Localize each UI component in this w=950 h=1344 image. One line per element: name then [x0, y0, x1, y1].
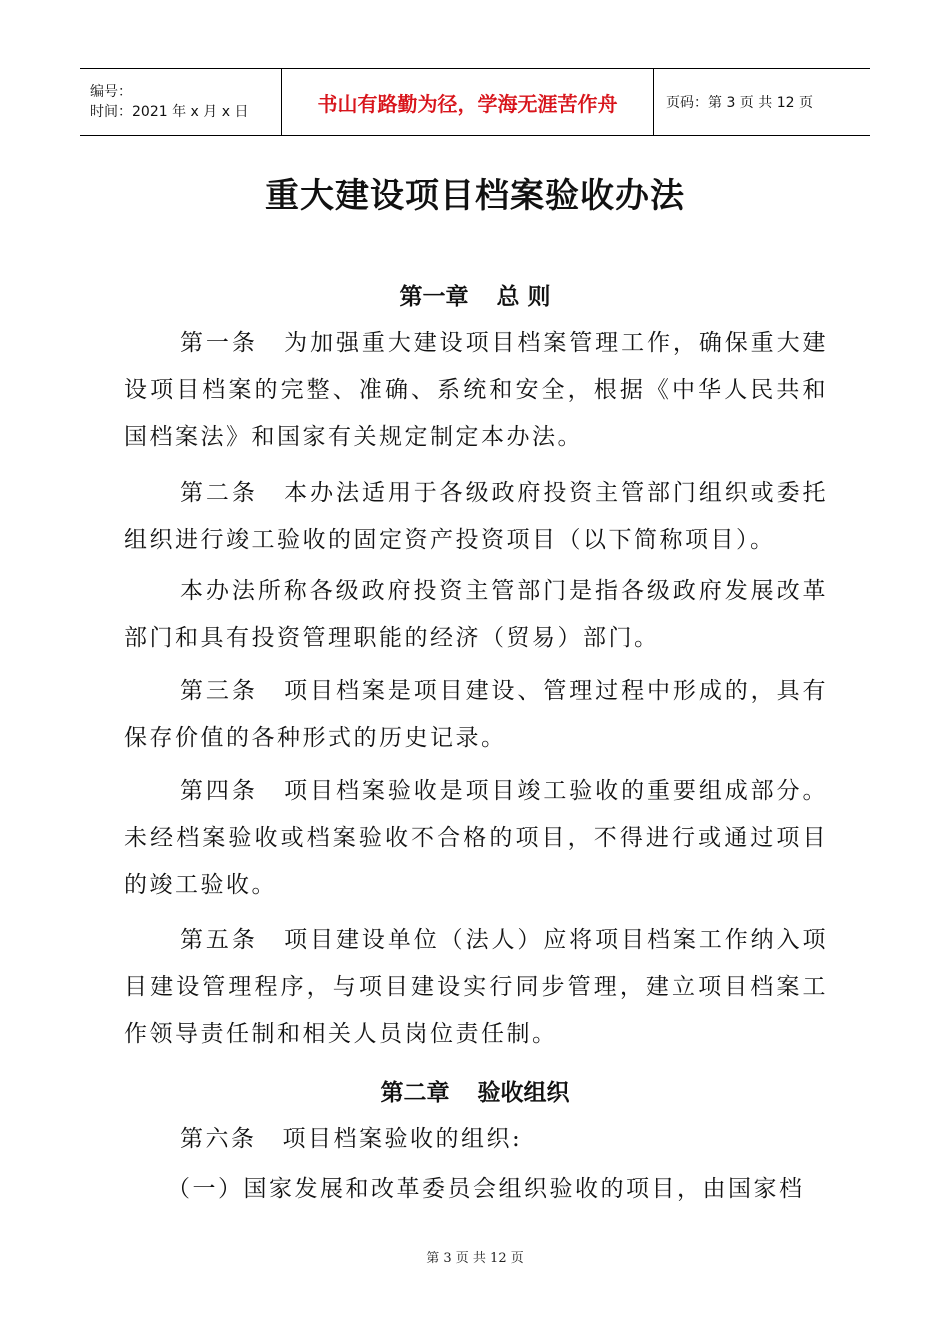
article-6-label: 第六条: [180, 1126, 257, 1152]
chapter-2-label: 第二章: [380, 1080, 450, 1106]
article-2-paragraph-2-text: 本办法所称各级政府投资主管部门是指各级政府发展改革部门和具有投资管理职能的经济（贸易）部门。: [124, 578, 828, 651]
article-2-paragraph-2: [124, 568, 828, 662]
article-5: [124, 917, 828, 1058]
header-motto-cell: [282, 69, 654, 135]
article-2-label: 第二条: [180, 480, 258, 506]
article-6-item-1-text: （一）国家发展和改革委员会组织验收的项目，由国家档: [167, 1176, 805, 1202]
page-footer: 第 3 页 共 12 页: [426, 1251, 524, 1266]
article-4-text: 项目档案验收是项目竣工验收的重要组成部分。未经档案验收或档案验收不合格的项目，不得进行或通过项目的竣工验收。: [124, 778, 828, 898]
header-number: 编号：: [90, 84, 132, 100]
article-2-text: 本办法适用于各级政府投资主管部门组织或委托组织进行竣工验收的固定资产投资项目（以下简称项目）。: [124, 480, 828, 553]
chapter-heading-1: [0, 278, 950, 311]
article-5-label: 第五条: [180, 927, 258, 953]
header-meta: [80, 69, 282, 135]
chapter-1-name: 总 则: [496, 284, 551, 310]
article-6-item-1: [124, 1166, 828, 1213]
article-5-text: 项目建设单位（法人）应将项目档案工作纳入项目建设管理程序，与项目建设实行同步管理，建立项目档案工作领导责任制和相关人员岗位责任制。: [124, 927, 828, 1047]
article-3-text: 项目档案是项目建设、管理过程中形成的，具有保存价值的各种形式的历史记录。: [124, 678, 828, 751]
article-4: [124, 768, 828, 909]
article-3-label: 第三条: [180, 678, 258, 704]
chapter-2-name: 验收组织: [477, 1080, 570, 1106]
header-motto: 书山有路勤为径，学海无涯苦作舟: [317, 91, 618, 116]
article-1: [124, 320, 828, 461]
header-page-cell: [654, 69, 870, 135]
article-4-label: 第四条: [180, 778, 258, 804]
header-page-number: 页码：第 3 页 共 12 页: [666, 95, 813, 111]
article-6: [124, 1116, 828, 1163]
article-6-text: 项目档案验收的组织:: [282, 1126, 523, 1152]
article-1-label: 第一条: [180, 330, 258, 356]
chapter-heading-2: [0, 1074, 950, 1107]
article-3: [124, 668, 828, 762]
chapter-1-label: 第一章: [399, 284, 469, 310]
article-1-text: 为加强重大建设项目档案管理工作，确保重大建设项目档案的完整、准确、系统和安全，根据《中华人民共和国档案法》和国家有关规定制定本办法。: [124, 330, 828, 450]
page-header: [80, 68, 870, 136]
document-title: 重大建设项目档案验收办法: [265, 176, 685, 216]
header-time: 时间：2021 年 x 月 x 日: [90, 104, 249, 120]
article-2: [124, 470, 828, 564]
